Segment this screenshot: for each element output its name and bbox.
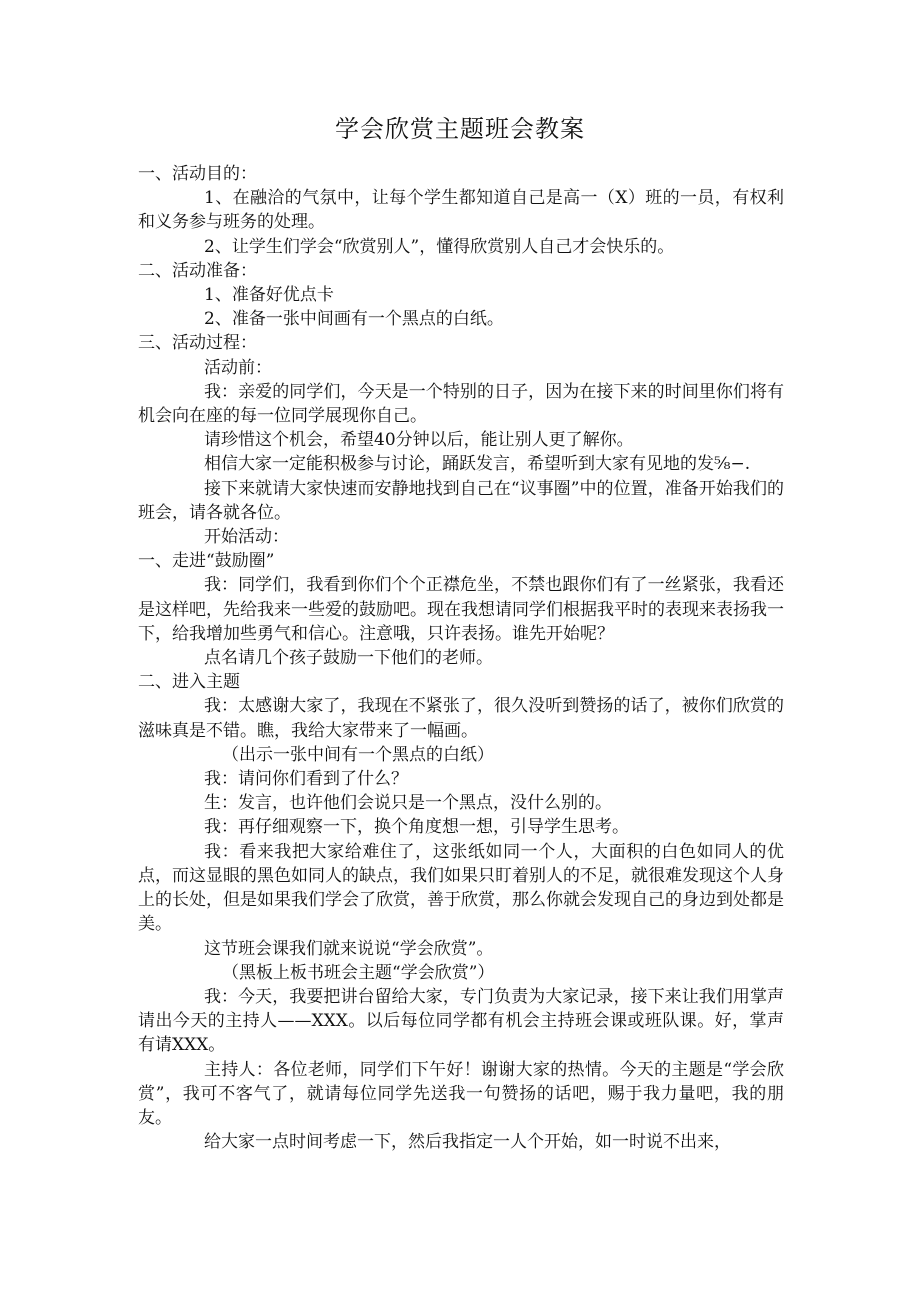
paragraph: 我：再仔细观察一下，换个角度想一想，引导学生思考。 — [204, 817, 629, 838]
paragraph: 点名请几个孩子鼓励一下他们的老师。 — [204, 648, 493, 669]
section-heading: 二、活动准备： — [138, 260, 257, 281]
paragraph: 活动前： — [204, 357, 272, 378]
paragraph: 1、在融洽的气氛中，让每个学生都知道自己是高一（X）班的一员，有权利和义务参与班务的处理。 — [138, 188, 784, 233]
paragraph: 请珍惜这个机会，希望40分钟以后，能让别人更了解你。 — [204, 430, 634, 451]
section-heading: 三、活动过程： — [138, 333, 257, 354]
document-body — [138, 162, 784, 1154]
paragraph: 相信大家一定能积极参与讨论，踊跃发言，希望听到大家有见地的发⅝−. — [204, 454, 751, 475]
paragraph: 我：请问你们看到了什么？ — [204, 769, 408, 790]
paragraph: 我：同学们，我看到你们个个正襟危坐，不禁也跟你们有了一丝紧张，我看还是这样吧，先给我来一些爱的鼓励吧。现在我想请同学们根据我平时的表现来表扬我一下，给我增加些勇气和信心。注意哦，只许表扬。谁先开始呢？ — [138, 575, 784, 644]
paragraph: 主持人：各位老师，同学们下午好！谢谢大家的热情。今天的主题是“学会欣赏”，我可不客气了，就请每位同学先送我一句赞扬的话吧，赐于我力量吧，我的朋友。 — [138, 1059, 784, 1128]
section-heading: 二、进入主题 — [138, 672, 240, 693]
paragraph: （出示一张中间有一个黑点的白纸） — [222, 744, 494, 765]
paragraph: 生：发言，也许他们会说只是一个黑点，没什么别的。 — [204, 793, 612, 814]
paragraph: 2、让学生们学会“欣赏别人”，懂得欣赏别人自己才会快乐的。 — [204, 236, 675, 257]
paragraph: 2、准备一张中间画有一个黑点的白纸。 — [204, 309, 504, 330]
section-heading: 一、活动目的： — [138, 164, 257, 184]
paragraph: 开始活动： — [204, 527, 289, 548]
paragraph: 我：看来我把大家给难住了，这张纸如同一个人，大面积的白色如同人的优点，而这显眼的黑色如同人的缺点，我们如果只盯着别人的不足，就很难发现这个人身上的长处，但是如果我们学会了欣赏，善于欣赏，那么你就会发现自己的身边到处都是美。 — [138, 841, 784, 935]
section-heading: 一、走进“鼓励圈” — [138, 551, 275, 572]
paragraph: 我：太感谢大家了，我现在不紧张了，很久没听到赞扬的话了，被你们欣赏的滋味真是不错。瞧，我给大家带来了一幅画。 — [138, 696, 784, 741]
paragraph: 这节班会课我们就来说说“学会欣赏”。 — [204, 938, 494, 959]
paragraph: （黑板上板书班会主题“学会欣赏”） — [222, 962, 495, 983]
paragraph: 给大家一点时间考虑一下，然后我指定一人个开始，如一时说不出来， — [204, 1132, 731, 1153]
paragraph: 我：亲爱的同学们，今天是一个特别的日子，因为在接下来的时间里你们将有机会向在座的每一位同学展现你自己。 — [138, 381, 784, 427]
paragraph: 接下来就请大家快速而安静地找到自己在“议事圈”中的位置，准备开始我们的班会，请各就各位。 — [138, 478, 784, 523]
paragraph: 我：今天，我要把讲台留给大家，专门负责为大家记录，接下来让我们用掌声请出今天的主持人——XXX。以后每位同学都有机会主持班会课或班队课。好，掌声有请XXX。 — [138, 986, 784, 1056]
document-title: 学会欣赏主题班会教案 — [335, 115, 585, 143]
paragraph: 1、准备好优点卡 — [204, 285, 334, 306]
